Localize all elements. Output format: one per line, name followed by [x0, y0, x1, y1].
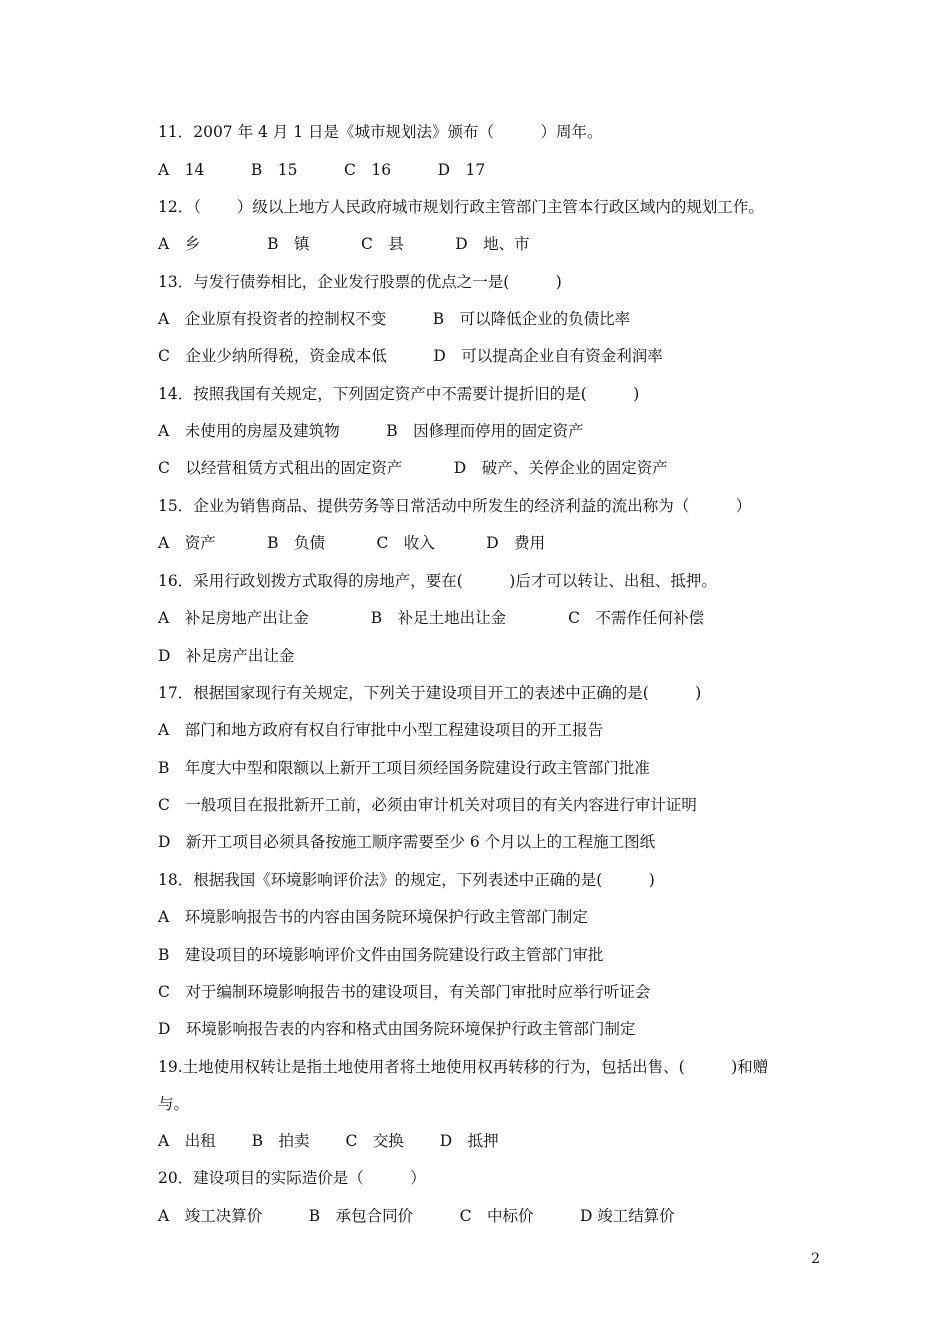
option-17-a: A 部门和地方政府有权自行审批中小型工程建设项目的开工报告 — [158, 721, 604, 739]
option-18-d: D 环境影响报告表的内容和格式由国务院环境保护行政主管部门制定 — [158, 1020, 636, 1038]
options-14-cd: C 以经营租赁方式租出的固定资产 D 破产、关停企业的固定资产 — [158, 459, 668, 477]
option-17-c: C 一般项目在报批新开工前，必须由审计机关对项目的有关内容进行审计证明 — [158, 796, 697, 814]
options-14-ab: A 未使用的房屋及建筑物 B 因修理而停用的固定资产 — [158, 422, 584, 440]
question-12: 12．（ ）级以上地方人民政府城市规划行政主管部门主管本行政区域内的规划工作。 — [158, 198, 764, 216]
options-13-ab: A 企业原有投资者的控制权不变 B 可以降低企业的负债比率 — [158, 310, 631, 328]
question-17: 17．根据国家现行有关规定，下列关于建设项目开工的表述中正确的是( ) — [158, 684, 702, 702]
option-18-c: C 对于编制环境影响报告书的建设项目，有关部门审批时应举行听证会 — [158, 983, 651, 1001]
option-18-b: B 建设项目的环境影响评价文件由国务院建设行政主管部门审批 — [158, 946, 604, 964]
question-11: 11．2007 年 4 月 1 日是《城市规划法》颁布（ ）周年。 — [158, 123, 603, 141]
options-16-d: D 补足房产出让金 — [158, 647, 295, 665]
options-19: A 出租 B 拍卖 C 交换 D 抵押 — [158, 1132, 499, 1150]
options-12: A 乡 B 镇 C 县 D 地、市 — [158, 235, 530, 253]
question-13: 13．与发行债券相比，企业发行股票的优点之一是( ) — [158, 273, 562, 291]
option-17-d: D 新开工项目必须具备按施工顺序需要至少 6 个月以上的工程施工图纸 — [158, 833, 656, 851]
option-17-b: B 年度大中型和限额以上新开工项目须经国务院建设行政主管部门批准 — [158, 759, 650, 777]
question-15: 15．企业为销售商品、提供劳务等日常活动中所发生的经济利益的流出称为（ ） — [158, 497, 752, 515]
page-number: 2 — [811, 1251, 820, 1267]
options-11: A 14 B 15 C 16 D 17 — [158, 161, 486, 179]
question-14: 14．按照我国有关规定，下列固定资产中不需要计提折旧的是( ) — [158, 385, 640, 403]
options-16-abc: A 补足房地产出让金 B 补足土地出让金 C 不需作任何补偿 — [158, 609, 704, 627]
options-13-cd: C 企业少纳所得税，资金成本低 D 可以提高企业自有资金利润率 — [158, 347, 663, 365]
question-20: 20．建设项目的实际造价是（ ） — [158, 1169, 426, 1187]
question-16: 16．采用行政划拨方式取得的房地产，要在( )后才可以转让、出租、抵押。 — [158, 572, 717, 590]
question-19-cont: 与。 — [158, 1095, 190, 1113]
options-20: A 竣工决算价 B 承包合同价 C 中标价 D 竣工结算价 — [158, 1207, 675, 1225]
option-18-a: A 环境影响报告书的内容由国务院环境保护行政主管部门制定 — [158, 908, 588, 926]
question-19: 19.土地使用权转让是指土地使用者将土地使用权再转移的行为，包括出售、( )和赠 — [158, 1058, 769, 1076]
options-15: A 资产 B 负债 C 收入 D 费用 — [158, 534, 546, 552]
question-18: 18．根据我国《环境影响评价法》的规定，下列表述中正确的是( ) — [158, 871, 655, 889]
